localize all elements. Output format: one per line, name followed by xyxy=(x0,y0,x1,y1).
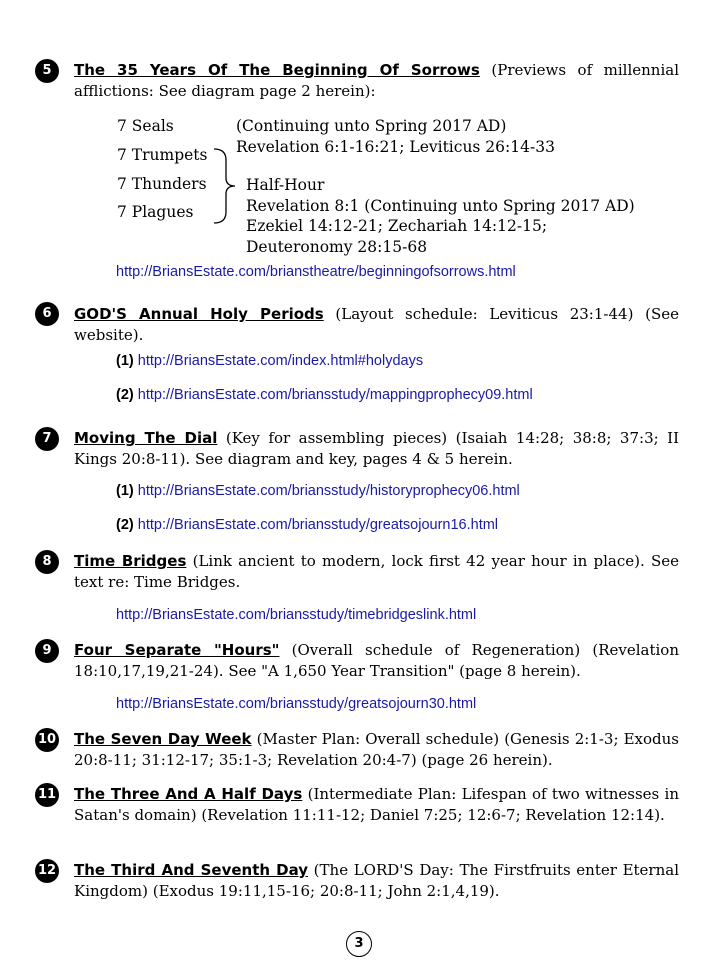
seals-note: (Continuing unto Spring 2017 AD) xyxy=(236,117,507,135)
trumpets-label: 7 Trumpets xyxy=(117,146,208,164)
item-number-7: 7 xyxy=(35,427,59,451)
link-mapping-prophecy[interactable] xyxy=(116,387,533,403)
item-7-text: (Key for assembling pieces) (Isaiah 14:28; 38:8; 37:3; II Kings 20:8-11). See diagram and key, pages 4 & 5 herein. xyxy=(74,429,680,468)
half-hour-reference: Revelation 8:1 (Continuing unto Spring 2017 AD) xyxy=(246,197,635,215)
item-7 xyxy=(74,428,679,470)
link-holydays-url[interactable]: http://BriansEstate.com/index.html#holydays xyxy=(137,353,424,369)
item-10-text: (Master Plan: Overall schedule) (Genesis 2:1-3; Exodus 20:8-11; 31:12-17; 35:1-3; Revelation 20:4-7) (page 26 herein). xyxy=(74,730,679,769)
item-6 xyxy=(74,304,679,346)
item-8 xyxy=(74,551,679,593)
seals-label: 7 Seals xyxy=(117,117,174,135)
item-5-text: (Previews of millennial afflictions: See diagram page 2 herein): xyxy=(74,61,680,100)
item-6-text: (Layout schedule: Leviticus 23:1-44) (See website). xyxy=(74,305,679,344)
item-number-8: 8 xyxy=(35,550,59,574)
item-10-title: The Seven Day Week xyxy=(74,730,252,748)
item-5 xyxy=(74,60,679,102)
half-hour-label: Half-Hour xyxy=(246,176,325,194)
item-12 xyxy=(74,860,679,902)
link-holydays-number: (1) xyxy=(116,353,134,369)
item-number-10: 10 xyxy=(35,728,59,752)
half-hour-reference-3: Deuteronomy 28:15-68 xyxy=(246,238,428,256)
half-hour-reference-2: Ezekiel 14:12-21; Zechariah 14:12-15; xyxy=(246,217,548,235)
link-great-sojourn-16[interactable] xyxy=(116,517,498,533)
link-great-sojourn-16-number: (2) xyxy=(116,517,134,533)
item-7-title: Moving The Dial xyxy=(74,429,218,447)
link-great-sojourn-16-url[interactable]: http://BriansEstate.com/briansstudy/greatsojourn16.html xyxy=(137,517,499,533)
seals-reference: Revelation 6:1-16:21; Leviticus 26:14-33 xyxy=(236,138,555,156)
item-9-title: Four Separate "Hours" xyxy=(74,641,280,659)
item-6-title: GOD'S Annual Holy Periods xyxy=(74,305,324,323)
item-8-text: (Link ancient to modern, lock first 42 year hour in place). See text re: Time Bridges. xyxy=(74,552,679,591)
curly-brace-icon xyxy=(212,146,242,228)
item-number-6: 6 xyxy=(35,302,59,326)
link-history-prophecy-number: (1) xyxy=(116,483,134,499)
link-great-sojourn-30[interactable]: http://BriansEstate.com/briansstudy/greatsojourn30.html xyxy=(116,696,477,712)
plagues-label: 7 Plagues xyxy=(117,203,194,221)
link-mapping-prophecy-url[interactable]: http://BriansEstate.com/briansstudy/mappingprophecy09.html xyxy=(137,387,533,403)
page-number: 3 xyxy=(346,931,372,957)
item-9-text: (Overall schedule of Regeneration) (Revelation 18:10,17,19,21-24). See "A 1,650 Year Transition" (page 8 herein). xyxy=(74,641,679,680)
item-10 xyxy=(74,729,679,771)
item-12-title: The Third And Seventh Day xyxy=(74,861,309,879)
item-12-text: (The LORD'S Day: The Firstfruits enter Eternal Kingdom) (Exodus 19:11,15-16; 20:8-11; John 2:1,4,19). xyxy=(74,861,679,900)
item-11 xyxy=(74,784,679,826)
item-11-text: (Intermediate Plan: Lifespan of two witnesses in Satan's domain) (Revelation 11:11-12; Daniel 7:25; 12:6-7; Revelation 12:14). xyxy=(74,785,679,824)
thunders-label: 7 Thunders xyxy=(117,175,207,193)
item-5-title: The 35 Years Of The Beginning Of Sorrows xyxy=(74,61,480,79)
item-8-title: Time Bridges xyxy=(74,552,187,570)
link-mapping-prophecy-number: (2) xyxy=(116,387,134,403)
item-9 xyxy=(74,640,679,682)
link-time-bridges[interactable]: http://BriansEstate.com/briansstudy/timebridgeslink.html xyxy=(116,607,477,623)
item-number-9: 9 xyxy=(35,639,59,663)
link-beginning-of-sorrows[interactable]: http://BriansEstate.com/brianstheatre/beginningofsorrows.html xyxy=(116,264,516,280)
link-holydays[interactable] xyxy=(116,353,423,369)
link-history-prophecy-url[interactable]: http://BriansEstate.com/briansstudy/historyprophecy06.html xyxy=(137,483,520,499)
item-number-5: 5 xyxy=(35,59,59,83)
link-history-prophecy[interactable] xyxy=(116,483,520,499)
item-number-11: 11 xyxy=(35,783,59,807)
item-11-title: The Three And A Half Days xyxy=(74,785,303,803)
item-number-12: 12 xyxy=(35,859,59,883)
